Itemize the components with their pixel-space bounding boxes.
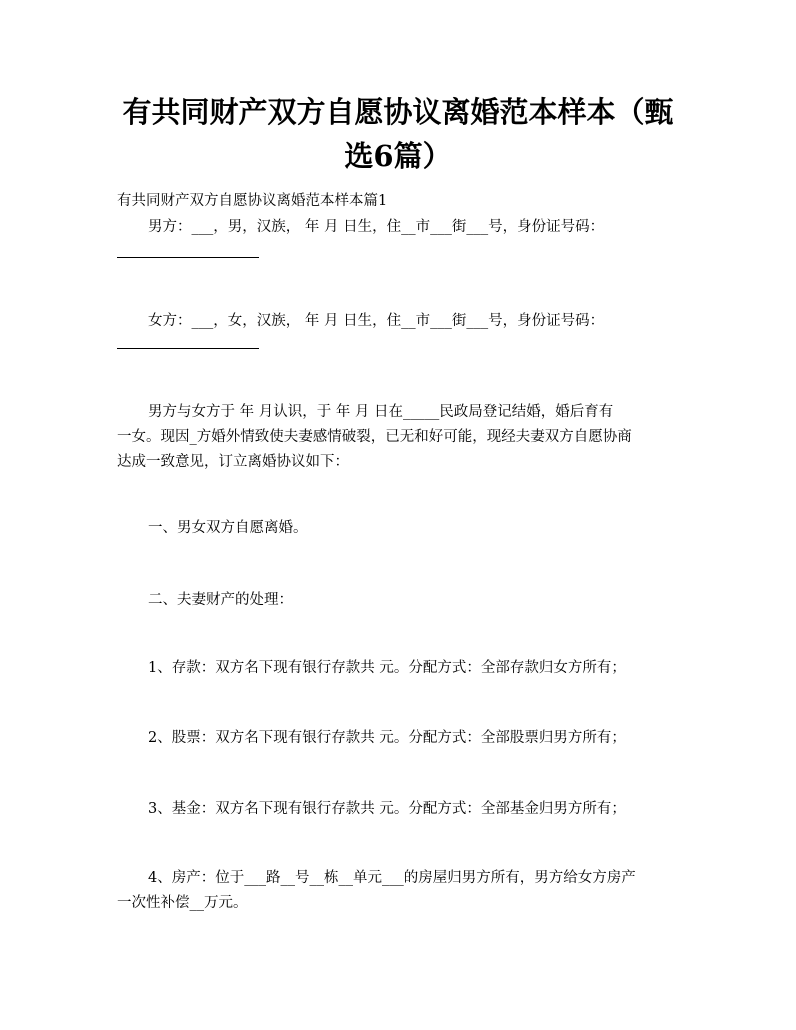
clause-1: 一、男女双方自愿离婚。 <box>148 520 308 536</box>
female-info-paragraph: 女方：___，女，汉族， 年 月 日生，住__市___街___号，身份证号码： <box>148 313 605 329</box>
female-id-underline <box>117 348 259 349</box>
male-id-underline <box>117 257 259 258</box>
property-item-house-line-1: 4、房产：位于___路__号__栋__单元___的房屋归男方所有，男方给女方房产 <box>148 870 636 886</box>
male-info-paragraph: 男方：___，男，汉族， 年 月 日生，住__市___街___号，身份证号码： <box>148 219 605 235</box>
property-item-fund: 3、基金：双方名下现有银行存款共 元。分配方式：全部基金归男方所有； <box>148 801 626 817</box>
intro-paragraph-line-3: 达成一致意见，订立离婚协议如下： <box>117 454 349 470</box>
property-item-deposit: 1、存款：双方名下现有银行存款共 元。分配方式：全部存款归女方所有； <box>148 660 626 676</box>
property-item-stock: 2、股票：双方名下现有银行存款共 元。分配方式：全部股票归男方所有； <box>148 730 626 746</box>
intro-paragraph-line-2: 一女。现因_方婚外情致使夫妻感情破裂，已无和好可能，现经夫妻双方自愿协商 <box>117 429 632 445</box>
document-title-line-2: 选6篇） <box>344 139 452 173</box>
document-title-line-1: 有共同财产双方自愿协议离婚范本样本（甄 <box>122 95 674 129</box>
property-item-house-line-2: 一次性补偿__万元。 <box>117 895 248 911</box>
clause-2: 二、夫妻财产的处理： <box>148 592 293 608</box>
section-heading: 有共同财产双方自愿协议离婚范本样本篇1 <box>117 193 388 209</box>
intro-paragraph-line-1: 男方与女方于 年 月认识，于 年 月 日在_____民政局登记结婚，婚后育有 <box>148 404 614 420</box>
